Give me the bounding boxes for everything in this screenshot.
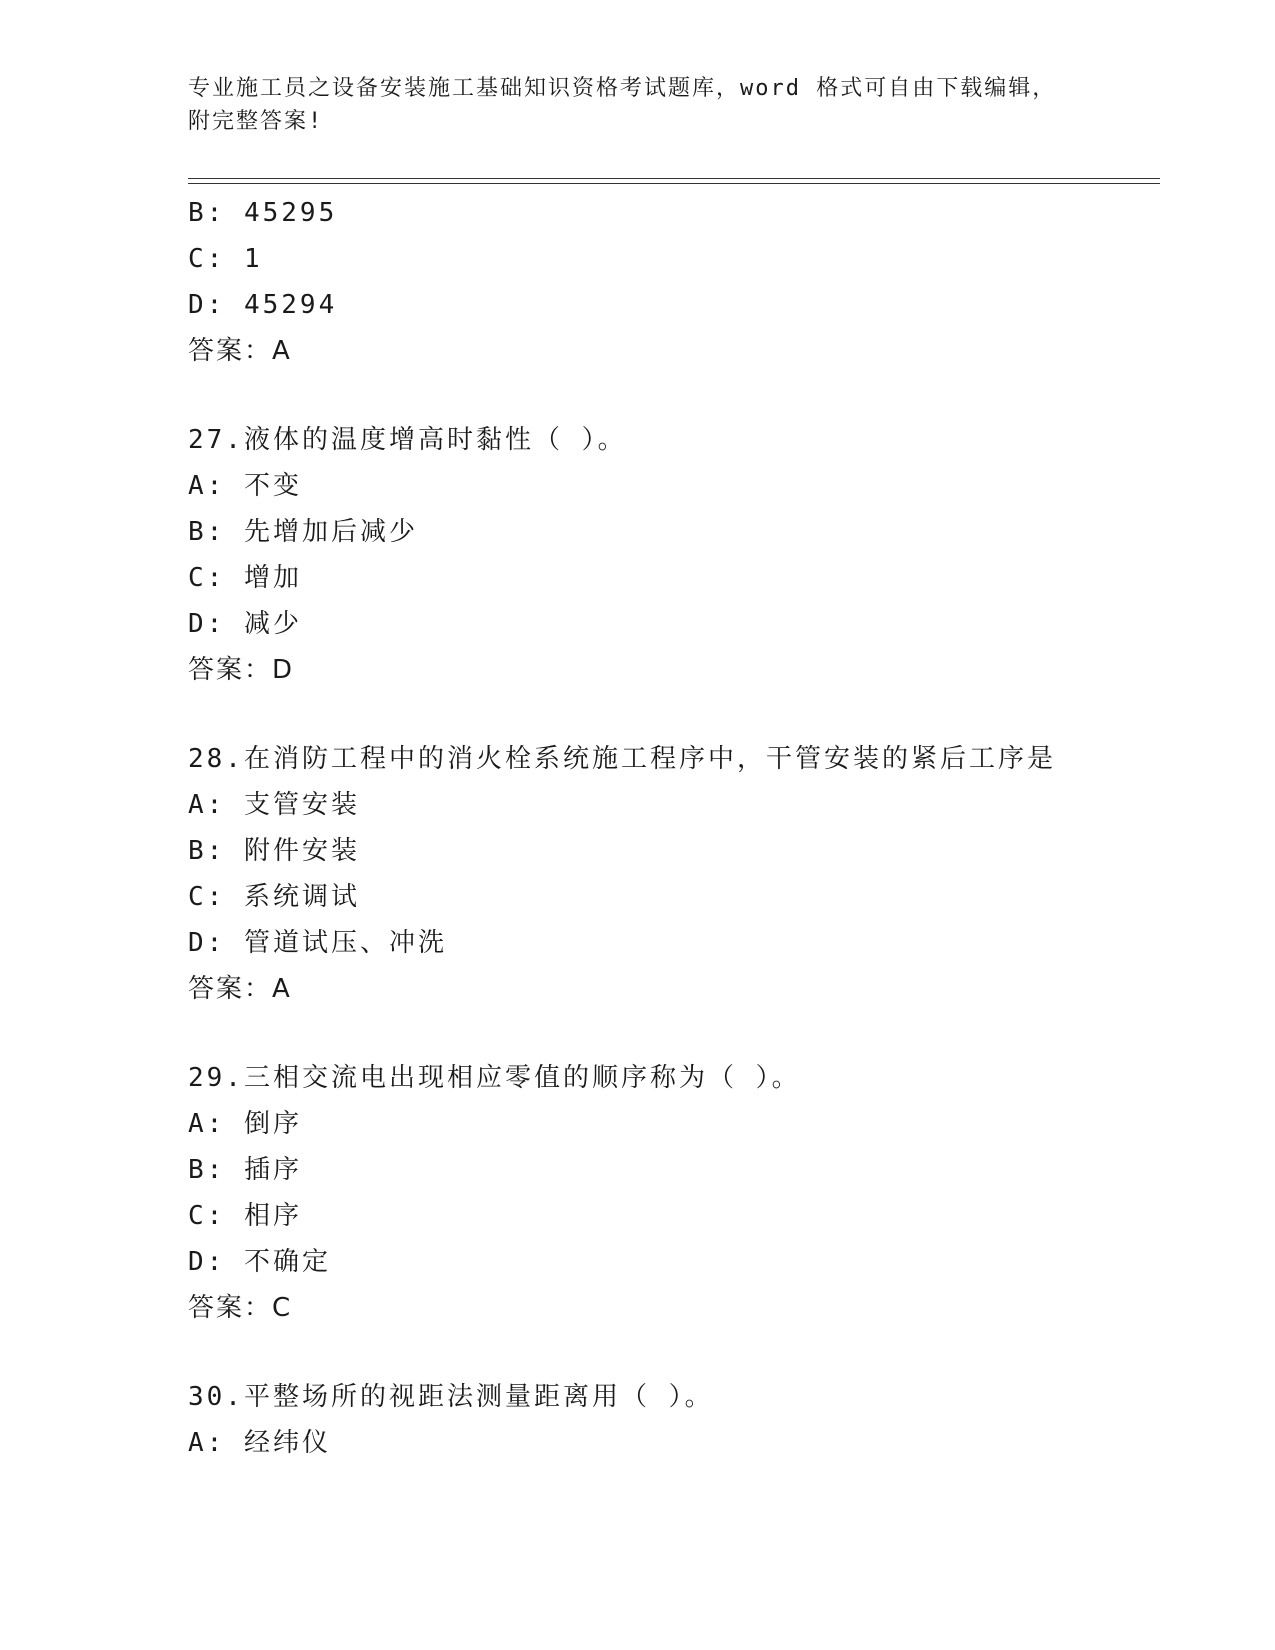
option-c: C: 1 — [188, 244, 263, 274]
option-b: B: 45295 — [188, 198, 338, 228]
spacer — [188, 1012, 1168, 1055]
spacer — [188, 693, 1168, 736]
option-a: A: 不变 — [188, 471, 302, 501]
question-29 — [188, 1055, 1168, 1331]
option-c: C: 系统调试 — [188, 882, 360, 912]
option-b: B: 先增加后减少 — [188, 517, 418, 547]
option-a: A: 经纬仪 — [188, 1428, 331, 1458]
spacer — [188, 1331, 1168, 1374]
option-d: D: 45294 — [188, 290, 338, 320]
option-b: B: 附件安装 — [188, 836, 360, 866]
question-text: 28.在消防工程中的消火栓系统施工程序中，干管安装的紧后工序是 — [188, 744, 1056, 774]
header-line-1: 专业施工员之设备安装施工基础知识资格考试题库，word 格式可自由下载编辑， — [188, 76, 1057, 101]
option-d: D: 减少 — [188, 609, 302, 639]
answer: 答案：A — [188, 974, 292, 1004]
option-b: B: 插序 — [188, 1155, 302, 1185]
option-c: C: 增加 — [188, 563, 302, 593]
header-line-2: 附完整答案! — [188, 109, 324, 134]
answer: 答案：A — [188, 336, 292, 366]
question-text: 30.平整场所的视距法测量距离用（ ）。 — [188, 1382, 714, 1412]
option-d: D: 不确定 — [188, 1247, 331, 1277]
spacer — [188, 374, 1168, 417]
question-list — [188, 190, 1168, 1466]
header-divider-top — [188, 178, 1160, 179]
answer: 答案：D — [188, 655, 295, 685]
question-30 — [188, 1374, 1168, 1466]
question-text: 29.三相交流电出现相应零值的顺序称为（ ）。 — [188, 1063, 801, 1093]
header-divider-bottom — [188, 183, 1160, 184]
question-text: 27.液体的温度增高时黏性（ ）。 — [188, 425, 627, 455]
question-26 — [188, 190, 1168, 374]
option-a: A: 支管安装 — [188, 790, 360, 820]
option-c: C: 相序 — [188, 1201, 302, 1231]
question-28 — [188, 736, 1168, 1012]
document-header — [188, 72, 1068, 138]
question-27 — [188, 417, 1168, 693]
answer: 答案：C — [188, 1293, 293, 1323]
option-a: A: 倒序 — [188, 1109, 302, 1139]
option-d: D: 管道试压、冲洗 — [188, 928, 447, 958]
